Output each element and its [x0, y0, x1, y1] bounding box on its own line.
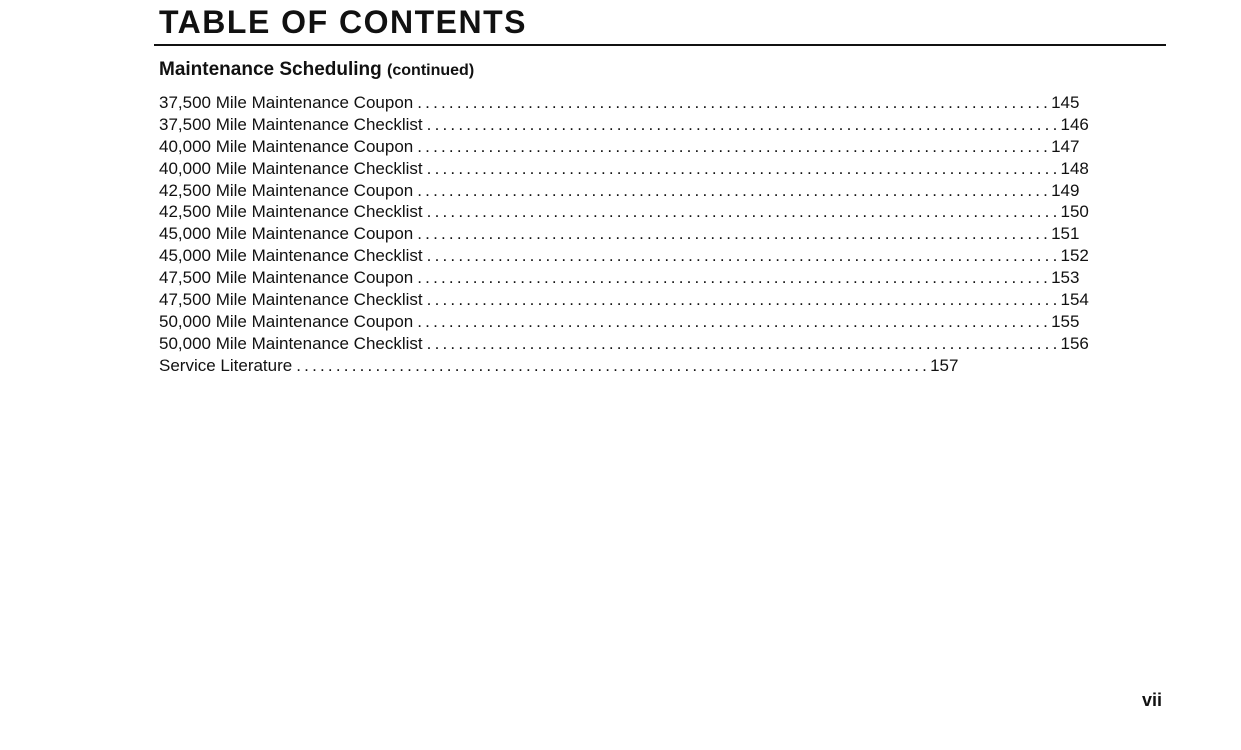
page-title-area [159, 0, 759, 39]
toc-entry-page: 148 [1060, 158, 1089, 178]
toc-entry-label: 45,000 Mile Maintenance Coupon [159, 224, 414, 244]
toc-entry-page: 149 [1051, 180, 1080, 200]
toc-entry-label: 42,500 Mile Maintenance Coupon [159, 180, 414, 200]
toc-entry-page: 145 [1051, 93, 1080, 112]
toc-list [159, 92, 1089, 377]
toc-entry-label: 37,500 Mile Maintenance Checklist [159, 114, 423, 134]
toc-entry-label: 42,500 Mile Maintenance Checklist [159, 202, 423, 222]
toc-entry[interactable] [159, 245, 1089, 267]
toc-entry-page: 147 [1051, 136, 1080, 156]
toc-entry[interactable] [159, 333, 1089, 355]
toc-dot-leader: ................................................................................ [417, 268, 1052, 288]
toc-entry-page: 151 [1051, 224, 1080, 244]
toc-dot-leader: ................................................................................ [417, 136, 1052, 156]
toc-entry-label: 40,000 Mile Maintenance Checklist [159, 158, 423, 178]
toc-entry-page: 154 [1060, 290, 1089, 310]
toc-dot-leader: ................................................................................ [417, 224, 1052, 244]
toc-entry-label: Service Literature [159, 355, 293, 375]
toc-entry-page: 150 [1060, 202, 1089, 222]
toc-dot-leader: ................................................................................ [296, 355, 931, 375]
toc-dot-leader: ................................................................................ [426, 202, 1061, 222]
section-heading-text: Maintenance Scheduling [159, 59, 382, 80]
toc-dot-leader: ................................................................................ [426, 333, 1061, 353]
toc-entry[interactable] [159, 289, 1089, 311]
toc-entry[interactable] [159, 201, 1089, 223]
toc-entry-label: 37,500 Mile Maintenance Coupon [159, 93, 414, 112]
toc-entry[interactable] [159, 92, 1080, 114]
toc-entry-page: 155 [1051, 311, 1080, 331]
page-number: vii [1142, 690, 1163, 710]
toc-entry-label: 47,500 Mile Maintenance Checklist [159, 290, 423, 310]
toc-entry-label: 50,000 Mile Maintenance Coupon [159, 311, 414, 331]
toc-entry-label: 45,000 Mile Maintenance Checklist [159, 246, 423, 266]
toc-entry-page: 152 [1060, 246, 1089, 266]
toc-entry[interactable] [159, 311, 1080, 333]
toc-entry-page: 157 [930, 355, 959, 375]
section-heading-suffix: (continued) [387, 62, 475, 79]
title-divider [154, 44, 1166, 46]
toc-entry-label: 50,000 Mile Maintenance Checklist [159, 333, 423, 353]
toc-entry[interactable] [159, 114, 1089, 136]
toc-entry[interactable] [159, 267, 1080, 289]
toc-dot-leader: ................................................................................ [426, 114, 1061, 134]
toc-entry[interactable] [159, 158, 1089, 180]
toc-dot-leader: ................................................................................ [417, 93, 1052, 112]
toc-entry-label: 40,000 Mile Maintenance Coupon [159, 136, 414, 156]
toc-entry-page: 146 [1060, 114, 1089, 134]
toc-entry-page: 153 [1051, 268, 1080, 288]
toc-entry[interactable] [159, 355, 959, 377]
page-title: TABLE OF CONTENTS [159, 4, 527, 40]
toc-entry[interactable] [159, 180, 1080, 202]
toc-entry-page: 156 [1060, 333, 1089, 353]
toc-dot-leader: ................................................................................ [426, 246, 1061, 266]
toc-dot-leader: ................................................................................ [417, 180, 1052, 200]
toc-dot-leader: ................................................................................ [426, 158, 1061, 178]
section-heading [159, 59, 474, 82]
toc-entry-label: 47,500 Mile Maintenance Coupon [159, 268, 414, 288]
toc-dot-leader: ................................................................................ [417, 311, 1052, 331]
toc-dot-leader: ................................................................................ [426, 290, 1061, 310]
toc-entry[interactable] [159, 136, 1080, 158]
toc-entry[interactable] [159, 223, 1080, 245]
